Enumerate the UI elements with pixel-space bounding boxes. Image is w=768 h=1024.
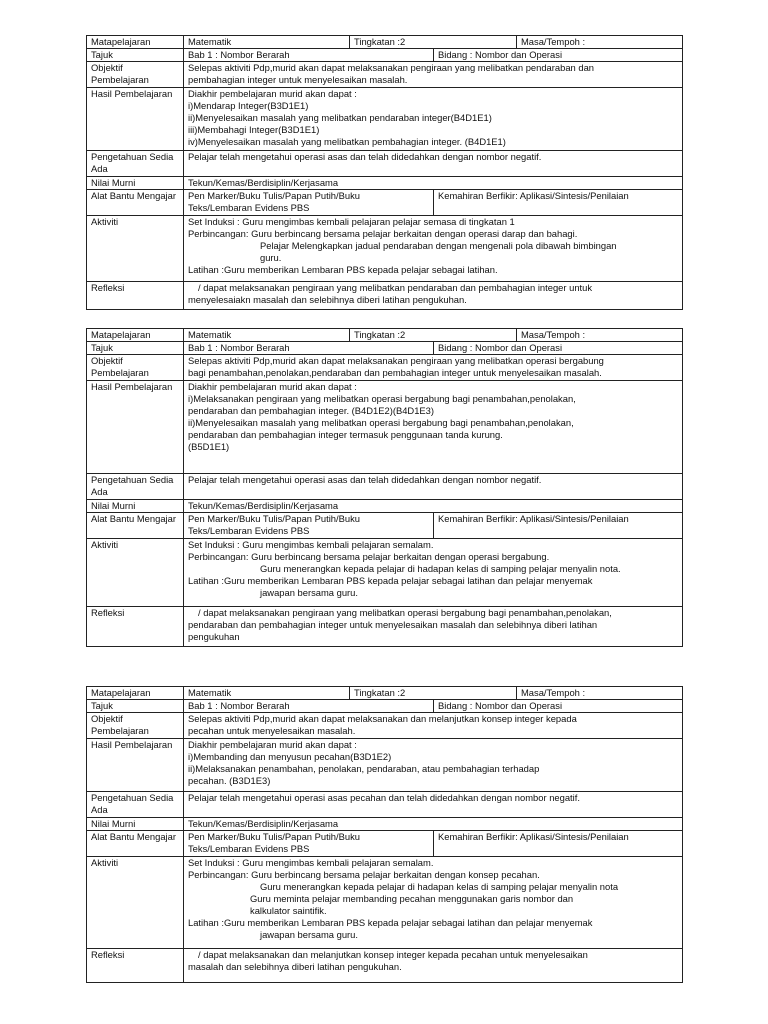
outcome-value — [184, 739, 683, 792]
title-label: Tajuk — [87, 342, 184, 355]
text-line: Pelajar Melengkapkan jadual pendaraban dengan mengenali pola dibawah bimbingan — [260, 240, 617, 251]
form-value: Tingkatan :2 — [350, 687, 517, 700]
outcome-label: Hasil Pembelajaran — [87, 739, 184, 792]
aids-value — [184, 513, 434, 539]
text-line: / dapat melaksanakan pengiraan yang melibatkan pendaraban dan pembahagian integer untuk — [198, 282, 593, 293]
lesson-plan-3 — [86, 686, 683, 983]
title-value: Bab 1 : Nombor Berarah — [184, 49, 434, 62]
text-line: Set Induksi : Guru mengimbas kembali pelajaran semalam. — [188, 539, 434, 550]
reflection-label: Refleksi — [87, 282, 184, 310]
text-line: masalah dan selebihnya diberi latihan pengukuhan. — [188, 961, 402, 972]
text-line: Teks/Lembaran Evidens PBS — [188, 202, 310, 213]
title-label: Tajuk — [87, 700, 184, 713]
values-label: Nilai Murni — [87, 177, 184, 190]
activities-label: Aktiviti — [87, 216, 184, 282]
text-line: ii)Menyelesaikan masalah yang melibatkan operasi bergabung bagi penambahan,penolakan, — [188, 417, 574, 428]
text-line: Latihan :Guru memberikan Lembaran PBS kepada pelajar sebagai latihan dan pelajar menyemak — [188, 917, 593, 928]
text-line: Selepas aktiviti Pdp,murid akan dapat melaksanakan pengiraan yang melibatkan pendaraban dan — [188, 62, 594, 73]
form-value: Tingkatan :2 — [350, 36, 517, 49]
text-line: guru. — [260, 252, 282, 263]
text-line: Perbincangan: Guru berbincang bersama pelajar berkaitan dengan operasi bergabung. — [188, 551, 550, 562]
text-line: pengukuhan — [188, 631, 240, 642]
objective-label: Objektif Pembelajaran — [87, 355, 184, 381]
reflection-value — [184, 949, 683, 983]
values-value: Tekun/Kemas/Berdisiplin/Kerjasama — [184, 500, 683, 513]
subject-value: Matematik — [184, 329, 350, 342]
text-line: jawapan bersama guru. — [260, 929, 358, 940]
lesson-plan-1 — [86, 35, 683, 310]
text-line: Set Induksi : Guru mengimbas kembali pelajaran semalam. — [188, 857, 434, 868]
activities-value — [184, 539, 683, 607]
text-line: Latihan :Guru memberikan Lembaran PBS kepada pelajar sebagai latihan dan pelajar menyemak — [188, 575, 593, 586]
text-line: pembahagian integer untuk menyelesaikan masalah. — [188, 74, 408, 85]
thinking-skills: Kemahiran Berfikir: Aplikasi/Sintesis/Penilaian — [434, 513, 683, 539]
field-value: Bidang : Nombor dan Operasi — [434, 342, 683, 355]
field-value: Bidang : Nombor dan Operasi — [434, 49, 683, 62]
objective-label: Objektif Pembelajaran — [87, 713, 184, 739]
reflection-label: Refleksi — [87, 607, 184, 647]
outcome-value — [184, 88, 683, 151]
subject-label: Matapelajaran — [87, 329, 184, 342]
text-line: ii)Melaksanakan penambahan, penolakan, pendaraban, atau pembahagian terhadap — [188, 763, 540, 774]
thinking-skills: Kemahiran Berfikir: Aplikasi/Sintesis/Penilaian — [434, 831, 683, 857]
text-line: iii)Membahagi Integer(B3D1E1) — [188, 124, 320, 135]
outcome-value — [184, 381, 683, 474]
title-value: Bab 1 : Nombor Berarah — [184, 700, 434, 713]
aids-label: Alat Bantu Mengajar — [87, 831, 184, 857]
text-line: Pen Marker/Buku Tulis/Papan Putih/Buku — [188, 190, 360, 201]
text-line: (B5D1E1) — [188, 441, 230, 452]
prior-label: Pengetahuan Sedia Ada — [87, 474, 184, 500]
text-line: Set Induksi : Guru mengimbas kembali pelajaran pelajar semasa di tingkatan 1 — [188, 216, 515, 227]
duration-value: Masa/Tempoh : — [517, 687, 683, 700]
prior-label: Pengetahuan Sedia Ada — [87, 792, 184, 818]
values-value: Tekun/Kemas/Berdisiplin/Kerjasama — [184, 818, 683, 831]
activities-value — [184, 857, 683, 949]
prior-label: Pengetahuan Sedia Ada — [87, 151, 184, 177]
subject-label: Matapelajaran — [87, 687, 184, 700]
text-line: Diakhir pembelajaran murid akan dapat : — [188, 88, 357, 99]
thinking-skills: Kemahiran Berfikir: Aplikasi/Sintesis/Penilaian — [434, 190, 683, 216]
outcome-label: Hasil Pembelajaran — [87, 381, 184, 474]
text-line: pendaraban dan pembahagian integer. (B4D1E2)(B4D1E3) — [188, 405, 435, 416]
aids-value — [184, 190, 434, 216]
objective-value — [184, 355, 683, 381]
title-label: Tajuk — [87, 49, 184, 62]
subject-value: Matematik — [184, 36, 350, 49]
activities-label: Aktiviti — [87, 857, 184, 949]
text-line: pendaraban dan pembahagian integer termasuk penggunaan tanda kurung. — [188, 429, 503, 440]
text-line: jawapan bersama guru. — [260, 587, 358, 598]
text-line: Diakhir pembelajaran murid akan dapat : — [188, 381, 357, 392]
reflection-value — [184, 607, 683, 647]
text-line: Selepas aktiviti Pdp,murid akan dapat melaksanakan dan melanjutkan konsep integer kepada — [188, 713, 577, 724]
text-line: Teks/Lembaran Evidens PBS — [188, 525, 310, 536]
text-line: Perbincangan: Guru berbincang bersama pelajar berkaitan dengan operasi darap dan bahagi. — [188, 228, 578, 239]
values-label: Nilai Murni — [87, 818, 184, 831]
reflection-label: Refleksi — [87, 949, 184, 983]
prior-value: Pelajar telah mengetahui operasi asas pecahan dan telah didedahkan dengan nombor negatif. — [184, 792, 683, 818]
text-line: Selepas aktiviti Pdp,murid akan dapat melaksanakan pengiraan yang melibatkan operasi bergabung — [188, 355, 604, 366]
values-label: Nilai Murni — [87, 500, 184, 513]
activities-value — [184, 216, 683, 282]
reflection-value — [184, 282, 683, 310]
text-line: i)Mendarap Integer(B3D1E1) — [188, 100, 309, 111]
text-line: Diakhir pembelajaran murid akan dapat : — [188, 739, 357, 750]
text-line: / dapat melaksanakan dan melanjutkan konsep integer kepada pecahan untuk menyelesaikan — [198, 949, 588, 960]
aids-label: Alat Bantu Mengajar — [87, 513, 184, 539]
outcome-label: Hasil Pembelajaran — [87, 88, 184, 151]
values-value: Tekun/Kemas/Berdisiplin/Kerjasama — [184, 177, 683, 190]
form-value: Tingkatan :2 — [350, 329, 517, 342]
text-line: kalkulator saintifik. — [250, 905, 327, 916]
duration-value: Masa/Tempoh : — [517, 36, 683, 49]
duration-value: Masa/Tempoh : — [517, 329, 683, 342]
text-line: iv)Menyelesaikan masalah yang melibatkan pembahagian integer. (B4D1E1) — [188, 136, 506, 147]
text-line: Perbincangan: Guru berbincang bersama pelajar berkaitan dengan konsep pecahan. — [188, 869, 540, 880]
text-line: Pen Marker/Buku Tulis/Papan Putih/Buku — [188, 513, 360, 524]
prior-value: Pelajar telah mengetahui operasi asas dan telah didedahkan dengan nombor negatif. — [184, 151, 683, 177]
activities-label: Aktiviti — [87, 539, 184, 607]
objective-value — [184, 62, 683, 88]
objective-value — [184, 713, 683, 739]
title-value: Bab 1 : Nombor Berarah — [184, 342, 434, 355]
field-value: Bidang : Nombor dan Operasi — [434, 700, 683, 713]
text-line: ii)Menyelesaikan masalah yang melibatkan pendaraban integer(B4D1E1) — [188, 112, 492, 123]
text-line: bagi penambahan,penolakan,pendaraban dan pembahagian integer untuk menyelesaikan masalah. — [188, 367, 602, 378]
text-line: / dapat melaksanakan pengiraan yang melibatkan operasi bergabung bagi penambahan,penolakan, — [198, 607, 612, 618]
text-line: Pen Marker/Buku Tulis/Papan Putih/Buku — [188, 831, 360, 842]
text-line: Teks/Lembaran Evidens PBS — [188, 843, 310, 854]
text-line: Guru meminta pelajar membanding pecahan menggunakan garis nombor dan — [250, 893, 574, 904]
text-line: pecahan untuk menyelesaikan masalah. — [188, 725, 356, 736]
text-line: Guru menerangkan kepada pelajar di hadapan kelas di samping pelajar menyalin nota. — [260, 563, 621, 574]
prior-value: Pelajar telah mengetahui operasi asas dan telah didedahkan dengan nombor negatif. — [184, 474, 683, 500]
text-line: Latihan :Guru memberikan Lembaran PBS kepada pelajar sebagai latihan. — [188, 264, 498, 275]
objective-label: Objektif Pembelajaran — [87, 62, 184, 88]
aids-value — [184, 831, 434, 857]
text-line: menyelesaiakn masalah dan selebihnya diberi latihan pengukuhan. — [188, 294, 467, 305]
text-line: pendaraban dan pembahagian integer untuk menyelesaikan masalah dan selebihnya diberi latihan — [188, 619, 598, 630]
subject-label: Matapelajaran — [87, 36, 184, 49]
text-line: pecahan. (B3D1E3) — [188, 775, 271, 786]
text-line: Guru menerangkan kepada pelajar di hadapan kelas di samping pelajar menyalin nota — [260, 881, 619, 892]
aids-label: Alat Bantu Mengajar — [87, 190, 184, 216]
lesson-plan-2 — [86, 328, 683, 647]
text-line: i)Melaksanakan pengiraan yang melibatkan operasi bergabung bagi penambahan,penolakan, — [188, 393, 576, 404]
subject-value: Matematik — [184, 687, 350, 700]
text-line: i)Membanding dan menyusun pecahan(B3D1E2) — [188, 751, 392, 762]
